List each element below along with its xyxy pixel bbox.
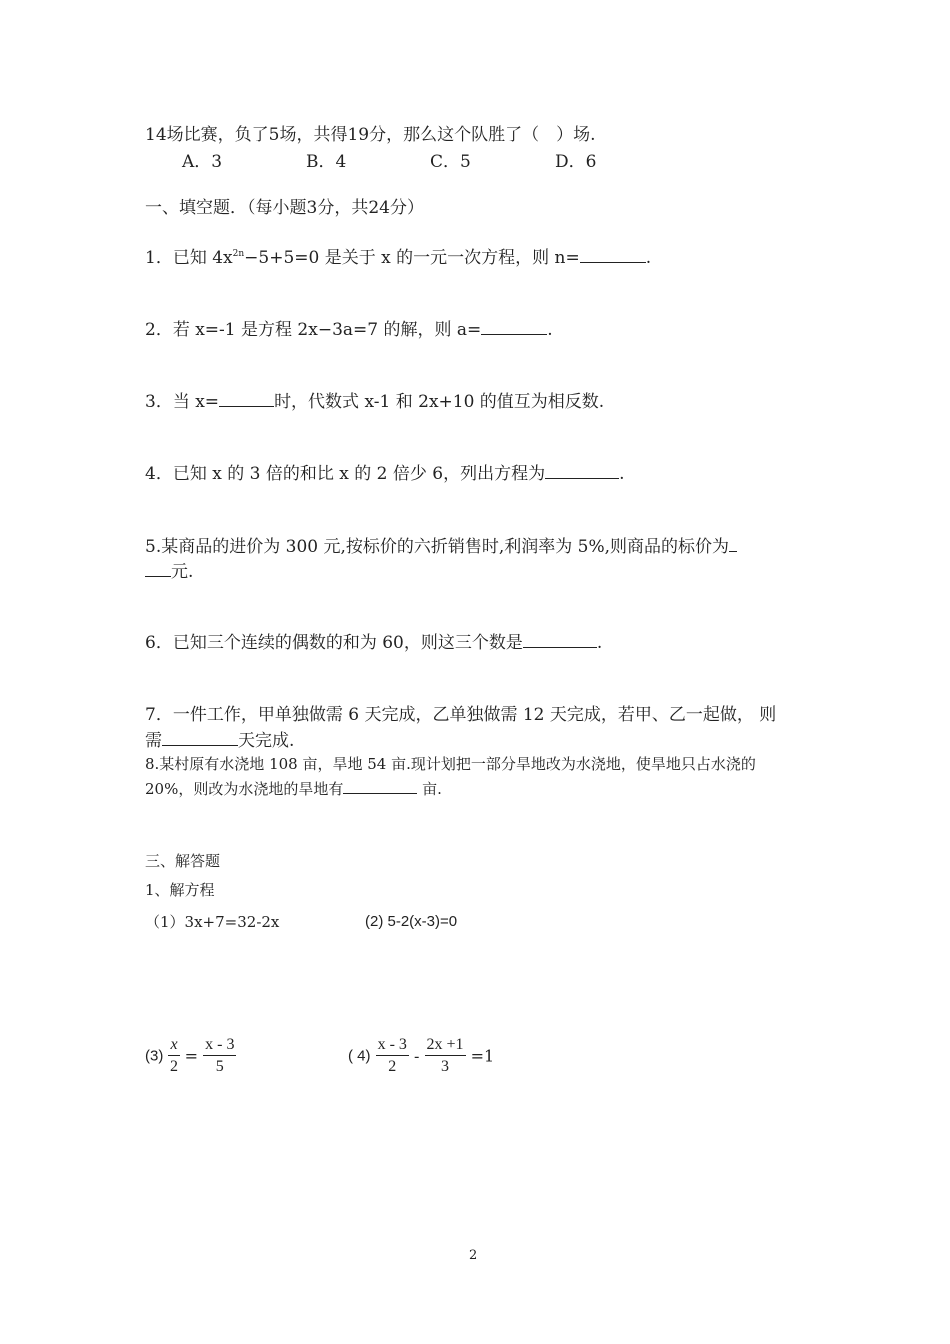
option-d: D．6 [555, 152, 597, 172]
q8-answer-blank[interactable] [343, 779, 417, 794]
p4-minus: - [414, 1046, 420, 1066]
option-a: A．3 [182, 152, 223, 172]
p3-equals: = [184, 1046, 199, 1066]
section-fill-heading: 一、填空题．（每小题3分，共24分） [145, 198, 424, 218]
p4-right-denominator: 3 [441, 1058, 450, 1075]
problem-2: (2) 5-2(x-3)=0 [365, 913, 458, 930]
page-number: 2 [469, 1248, 478, 1263]
q5-line2-post: 元. [171, 562, 194, 582]
q7-line2-pre: 需 [145, 731, 162, 751]
p3-left-fraction [168, 1036, 179, 1076]
option-b: B．4 [306, 152, 347, 172]
p4-left-denominator: 2 [388, 1058, 397, 1075]
q1-answer-blank[interactable] [580, 246, 646, 263]
question-7-line2 [145, 729, 294, 752]
question-7-line1: 7．一件工作，甲单独做需 6 天完成，乙单独做需 12 天完成，若甲、乙一起做， 则 [145, 705, 777, 725]
q4-answer-blank[interactable] [545, 462, 619, 479]
q1-pre: 1．已知 4x [145, 248, 233, 268]
q3-pre: 3．当 x= [145, 392, 220, 412]
p4-label: ( 4) [348, 1047, 371, 1065]
p4-equals: =1 [470, 1046, 495, 1066]
q2-answer-blank[interactable] [481, 318, 547, 335]
question-8-line2 [145, 779, 442, 799]
p3-left-denominator: 2 [169, 1058, 178, 1075]
problem-4 [348, 1036, 494, 1076]
q5-answer-blank-a[interactable] [729, 535, 737, 552]
p3-left-numerator: x [168, 1036, 179, 1056]
p3-right-denominator: 5 [215, 1058, 224, 1075]
question-1 [145, 246, 651, 269]
question-4 [145, 462, 624, 485]
q6-end: . [596, 633, 603, 653]
option-c: C．5 [430, 152, 471, 172]
q1-post: −5+5=0 是关于 x 的一元一次方程，则 n= [244, 248, 580, 268]
section-answer-heading: 三、解答题 [145, 852, 221, 870]
section-answer-sub: 1、解方程 [145, 881, 215, 899]
p3-right-fraction [203, 1036, 236, 1076]
q6-answer-blank[interactable] [523, 631, 597, 648]
question-5-line1 [145, 535, 737, 558]
p4-left-fraction [376, 1036, 409, 1076]
question-6 [145, 631, 602, 654]
q5-line1: 5.某商品的进价为 300 元,按标价的六折销售时,利润率为 5%,则商品的标价为 [145, 537, 730, 557]
problem-1: （1）3x+7=32-2x [145, 913, 280, 931]
prev-question-text: 14场比赛，负了5场，共得19分，那么这个队胜了（ ）场. [145, 125, 596, 145]
q7-line2-post: 天完成. [238, 731, 295, 751]
q3-post: 时，代数式 x-1 和 2x+10 的值互为相反数. [274, 392, 605, 412]
problem-3 [145, 1036, 236, 1076]
q2-end: . [547, 320, 553, 340]
p3-label: (3) [145, 1047, 164, 1065]
p4-right-fraction [425, 1036, 466, 1076]
q6-pre: 6．已知三个连续的偶数的和为 60，则这三个数是 [145, 633, 523, 653]
question-2 [145, 318, 553, 341]
p3-right-numerator: x - 3 [203, 1036, 236, 1056]
q7-answer-blank[interactable] [162, 729, 238, 746]
q4-pre: 4．已知 x 的 3 倍的和比 x 的 2 倍少 6，列出方程为 [145, 464, 546, 484]
q1-end: . [645, 248, 652, 268]
q8-line2-post: 亩. [417, 780, 442, 798]
q3-answer-blank[interactable] [219, 390, 274, 407]
question-8-line1: 8.某村原有水浇地 108 亩，旱地 54 亩.现计划把一部分旱地改为水浇地，使旱地只占水浇的 [145, 755, 756, 773]
p4-left-numerator: x - 3 [376, 1036, 409, 1056]
q5-answer-blank-b[interactable] [145, 560, 171, 577]
q1-exponent: 2n [232, 249, 245, 259]
question-5-line2 [145, 560, 193, 583]
q2-pre: 2．若 x=-1 是方程 2x−3a=7 的解，则 a= [145, 320, 482, 340]
q8-line2-pre: 20%，则改为水浇地的旱地有 [145, 780, 344, 798]
question-3 [145, 390, 604, 413]
p4-right-numerator: 2x +1 [425, 1036, 466, 1056]
q4-end: . [619, 464, 625, 484]
